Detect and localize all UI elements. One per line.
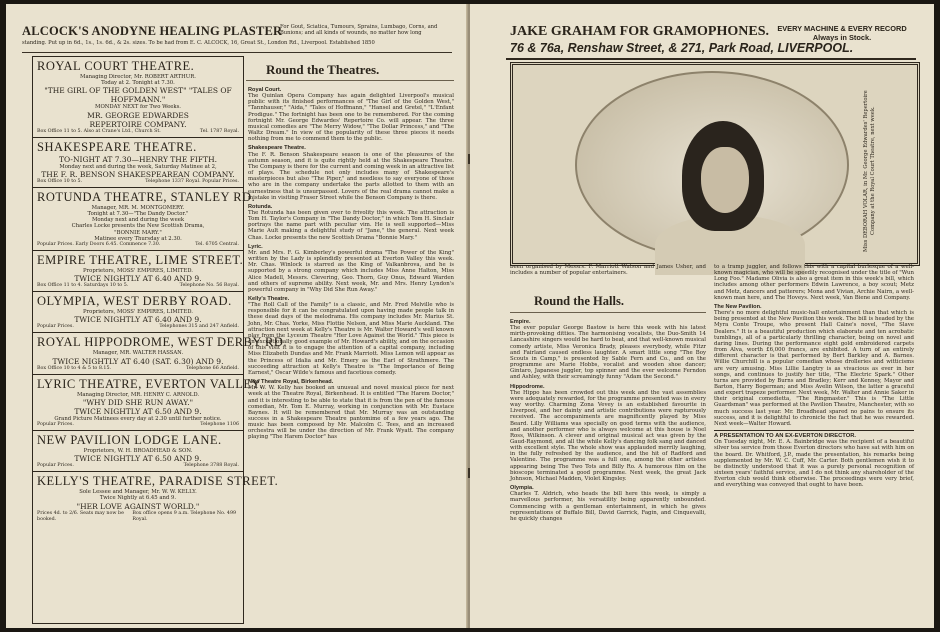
halls-col-a-top: been organised by Messrs. F. Marriott Watson and James Usher, and includes a number of popular entertainers. bbox=[510, 264, 706, 277]
theatre-ad-footer bbox=[37, 324, 239, 330]
title-rule bbox=[246, 80, 454, 81]
theatre-ad-footer bbox=[37, 366, 239, 372]
theatre-ad bbox=[33, 292, 243, 333]
theatre-ad-line: TWICE NIGHTLY AT 6.50 AND 9. bbox=[74, 406, 202, 416]
alcock-ad-side-text: For Gout, Sciatica, Tumours, Sprains, Lumbago, Corns, and Bunions; and all kinds of wounds, no matter how long bbox=[280, 24, 438, 36]
theatre-ad-footer bbox=[37, 242, 239, 248]
section-heading: New Theatre Royal, Birkenhead. bbox=[248, 379, 334, 386]
theatre-ad-name: ROYAL COURT THEATRE. bbox=[37, 59, 195, 73]
portrait-photo bbox=[575, 71, 849, 259]
section-text: Mr. and Mrs. F. G. Kimberley's powerful drama "The Power of the King" written by the Lady is splendidly presented at Everton Valley this week. Mr. Chas. Winlock is starred as the King of Valkanbrova, and he is supported by a strong company which includes Miss Anne Halton, Miss Alice Madell, Messrs. Clevering, Geo. Thorn, Guy Onus, Edward Warden and others of supreme ability. Next week, Mr. and Mrs. Henry Lyndon's powerful company in "Why Did She Run Away." bbox=[248, 249, 454, 293]
theatre-ad-footer-right: Telephones 315 and 247 Anfield. bbox=[159, 324, 239, 330]
theatre-ad-name: ROTUNDA THEATRE, STANLEY RD. bbox=[37, 189, 256, 204]
right-page bbox=[470, 4, 934, 628]
presentation-text: On Tuesday night, Mr. E. A. Bainbridge was the recipient of a beautiful silver tea service from those Everton directors who have sat with him on the board. Dr. Whitford, J.P., made the presentation, his remarks being supplemented by Mr. W. C. Cuff, Mr. Carter. Both gentlemen wish it to be distinctly understood that it was a purely personal recognition of sixteen years' faithful service, and I do not think any shareholder of the Everton club would think otherwise. The proceedings were very brief, and everything was conveyed that ought to have been. bbox=[714, 439, 914, 489]
theatre-ad-line: Manager, MR. WALTER HASSAN. bbox=[92, 350, 184, 357]
theatre-ad-footer bbox=[37, 283, 239, 289]
theatre-ad bbox=[33, 57, 243, 138]
section-heading: Empire. bbox=[510, 319, 531, 325]
alcock-ad-band bbox=[22, 24, 452, 53]
halls-title-rule bbox=[510, 312, 706, 313]
section-text: The Quinlan Opera Company has again delighted Liverpool's musical public with its finished performances of "The Girl of the Golden West," "Tannhauser," "Aida," "Tales of Hoffmann," "Hansel and Gretel," "L'Enfant Prodigue." The fortnight has been one to be remembered. For the coming fortnight Mr. George Edwardes' Repertoire Co. will appear. The three musical comedies are "The Merry Widow," "The Dollar Princess," and "The Waltz Dream." In view of the popularity of these three pieces it needs nothing from me to commend them to the public. bbox=[248, 93, 454, 143]
gramophone-ad-address: 76 & 76a, Renshaw Street, & 271, Park Road, LIVERPOOL. bbox=[510, 41, 854, 55]
theatre-ad-line: "WHY DID SHE RUN AWAY." bbox=[82, 397, 194, 407]
section-text: The Hippo has been crowded out this week and the vast assemblies were adequately rewarded, for the programme presented was in every way worthy. Charming Zona Vevey is an established favourite in Liverpool, and her dainty and artistic contributions were rapturously received. The accompaniments are magnificently played by Miss Beard. Lilly Williams was specially on good terms with the audience, and another performer who is always welcome at this house is Noel Ross, Wilkinson. A clever and original musical act was given by the Gaud-Raymond, and all the while Kelly's dancing folk sang and danced with excellent style. The whole show was applauded merrily laughing, in the fully refreshed by the audience, and the hit of Radford and Valentine. The programme was a full one, among the other artistes appearing being The Two Tots and Billy Ro. A humorous film on the bioscope terminated a good programme. Next week, the great Jack Johnson, Michael Madden, Violet Kingsley. bbox=[510, 389, 706, 482]
theatre-ad bbox=[33, 431, 243, 472]
theatre-ad-line: Grand Picture Matinees every day at 2.30 until further notice. bbox=[54, 415, 222, 422]
theatre-ad-footer-right: Telephone 1337 Royal. Popular Prices. bbox=[145, 178, 239, 184]
theatre-ad-footer bbox=[37, 511, 239, 523]
theatre-ad-footer bbox=[37, 129, 239, 135]
theatre-ad-footer-right: Telephone 1106 bbox=[200, 422, 239, 428]
theatre-ad-line: TWICE NIGHTLY AT 6.40 (SAT. 6.30) AND 9. bbox=[52, 356, 224, 366]
left-page bbox=[6, 4, 469, 628]
theatre-ad bbox=[33, 333, 288, 374]
theatre-ad bbox=[33, 375, 264, 431]
section-heading: Olympia. bbox=[510, 485, 534, 492]
portrait-frame bbox=[510, 62, 920, 266]
section-heading: Kelly's Theatre. bbox=[248, 296, 290, 302]
theatre-ad-line: Monday next and during the week, Saturday Matinee at 2, bbox=[59, 163, 217, 170]
theatre-ad-line: MR. GEORGE EDWARDES bbox=[87, 110, 189, 120]
theatre-ad-line: Manager, MR. M. MONTGOMERY. bbox=[91, 204, 185, 211]
theatre-ad-line: TWICE NIGHTLY AT 6.50 AND 9. bbox=[74, 454, 202, 464]
halls-column-b bbox=[714, 264, 914, 624]
theatre-ad-footer-right: Telephone 66 Anfield. bbox=[186, 365, 239, 371]
theatre-ad-footer bbox=[37, 422, 239, 428]
theatre-ad-name: KELLY'S THEATRE, PARADISE STREET. bbox=[37, 474, 279, 489]
theatre-ad-name: EMPIRE THEATRE, LIME STREET. bbox=[37, 253, 244, 268]
theatre-ad-footer-left: Box Office 11 to 5. Also at Crane's Ltd., Church St. bbox=[37, 128, 161, 134]
theatre-ad-line: Managing Director, Mr. ROBERT ARTHUR. bbox=[80, 74, 196, 80]
theatre-ad-line: MONDAY NEXT for Two Weeks. bbox=[95, 104, 181, 111]
gramophone-ad-tagline: EVERY MACHINE & EVERY RECORD Always in Stock. bbox=[777, 24, 907, 42]
theatre-ads-column bbox=[32, 56, 288, 624]
theatre-ad-line: Monday next and during the week bbox=[91, 217, 185, 224]
alcock-ad-title: ALCOCK'S ANODYNE HEALING PLASTER bbox=[22, 24, 283, 38]
theatre-ad-footer-left: Popular Prices. bbox=[37, 463, 74, 469]
section-text: "The Roll Call of the Family" is a classic, and Mr. Fred Melville who is responsible for it can be congratulated upon having made people talk in these dead days of the melodrama. His company includes Mr. Marius St. John, Mr. Chas. Yorke, Miss Flottie Nelson, and Miss Marie Auckland. The attraction next week at Kelly's Theatre is Mr. Walter Howard's well known play from the Lyceum Theatre "Her Love Against the World." This piece is an exceptionally good example of Mr. Howard's ability, and on the occasion of this visit it is to engage the attention of a capital company, including Miss Elizabeth Dundas and Mr. Frank Marriott. Miss Lemon will appear as the Princess of Idalia and Mr. Emery as the Earl of Strathmere. The succeeding attraction at Kelly's Theatre is "The Importance of Being Earnest," Oscar Wilde's famous and facetious comedy. bbox=[248, 302, 454, 376]
theatre-ad-line: TWICE NIGHTLY AT 6.40 AND 9. bbox=[74, 274, 202, 284]
section-heading: Shakespeare Theatre. bbox=[248, 145, 306, 152]
theatre-ad-footer-right: Telephone 3788 Royal. bbox=[183, 463, 239, 469]
theatre-ad-name: NEW PAVILION LODGE LANE. bbox=[37, 433, 222, 448]
theatre-ad-footer-left: Prices 4d. to 2/6. Seats may now be booked. bbox=[37, 510, 124, 522]
section-heading: Lyric. bbox=[248, 243, 263, 250]
halls-column-a bbox=[510, 316, 706, 624]
theatre-ad-footer-left: Popular Prices. bbox=[37, 422, 74, 428]
theatre-ad-footer-left: Popular Prices. Early Doors 6.45. Commence 7.30. bbox=[37, 242, 161, 248]
theatre-ad-footer-left: Box Office 10 to 4 & 5 to 8.15. bbox=[37, 365, 112, 371]
section-text: The F. R. Benson Shakespeare season is one of the pleasures of the autumn season, and it is quite rightly held at the Shakespeare Theatre. The Company is there for the current and coming week in an attractive list of plays. The schedule not only includes many of Shakespeare's masterpieces but also "The Piper," and needless to say everyone of those who are in the company undertake the parts allotted to them with an earnestness that is unsurpassed. Lovers of the real drama cannot make a mistake in visiting Fraser Street while the Benson Company is there. bbox=[248, 151, 454, 201]
section-text: The Rotunda has been given over to frivolity this week. The attraction is Tom H. Taylor's Company in "The Dandy Doctor," in which Tom H. Sinclair portrays the name part with peculiar vim. He is well supported—Miss Marie Ault making a delightful study of "Jane," the general. Next week Chas. Locke presents the new Scottish Drama "Bonnie Mary." bbox=[248, 209, 454, 241]
theatre-ad-name: SHAKESPEARE THEATRE. bbox=[37, 139, 197, 154]
section-text: There's no more delightful music-hall entertainment than that which is being presented at the New Pavilion this week. The bill is headed by the Myra Conte Troupe, who present Hall Caine's novel, "The Slave Dealers." It is a beautiful production which elaborate and ten acrobatic tumblings, all of a particularly thrilling character, being on novel and daring lines. During the performance eight gold embroidered carpets from Alva, worth £6,000 francs, are exhibited. A turn of an entirely different character is that performed by Bert Barkley and A. Barnes. Willie Churchill is a popular comedian whose drolleries and witticisms are very amusing. Miss Lillie Langtry is as vivacious as ever in her songs, and continues to justify her title, "The Electric Spark." Other turns are provided by Burns and Bradley; Kerr and Kenney, Mayor and Barton, Harry Bogerman; and Miss Avelin Wilson, the latter a graceful and expert trapeze performer. Next week, Mr. Walter and Annie Saker in their original comedietta, "The Ringmaster." This is "The Little Guardsman" was performed at the Pavilion Theatre, Manchester, with so much success last year. Mr. Broadhead spared no pains to ensure its success, and it is delightful to chronicle the fact that he was rewarded. Next week—Walter Howard. bbox=[714, 310, 914, 427]
theatre-ad bbox=[33, 251, 243, 292]
theatre-ad-line: TWICE NIGHTLY AT 6.40 AND 9. bbox=[74, 315, 202, 325]
presentation-heading: A PRESENTATION TO AN EX-EVERTON DIRECTOR. bbox=[714, 430, 914, 439]
theatre-ad bbox=[33, 472, 279, 524]
theatre-ad-line: Proprietors, MOSS' EMPIRES, LIMITED. bbox=[83, 309, 193, 316]
theatres-article-column bbox=[248, 84, 454, 624]
theatre-ad-footer bbox=[37, 179, 239, 185]
theatre-ad-line: Matinee every Thursday at 2.30. bbox=[94, 235, 182, 242]
section-heading: Rotunda. bbox=[248, 203, 273, 210]
theatre-ad-line: Sole Lessee and Manager, Mr. W. W. KELLY. bbox=[79, 489, 197, 496]
theatre-ad-line: Managing Director, MR. HENRY C. ARNOLD. bbox=[76, 391, 200, 398]
gramophone-ad-title: JAKE GRAHAM FOR GRAMOPHONES. bbox=[510, 24, 769, 39]
theatre-ad-line: REPERTOIRE COMPANY. bbox=[89, 119, 187, 129]
theatre-ad-line: Proprietors, W. H. BROADHEAD & SON. bbox=[83, 448, 193, 455]
theatre-ad-footer-right: Tel. 6705 Central. bbox=[195, 242, 239, 248]
portrait-caption: Miss DEBORAH VOLAR, in Mr. George Edwardes' Repertoire Company at the Royal Court Theatre, next week. bbox=[863, 90, 876, 252]
theatre-ad-name: OLYMPIA, WEST DERBY ROAD. bbox=[37, 294, 232, 309]
theatre-ad-footer-left: Box Office 10 to 5. bbox=[37, 178, 83, 184]
theatre-ad-line: Twice Nightly at 6.45 and 9. bbox=[99, 495, 177, 502]
portrait-face bbox=[701, 147, 749, 213]
theatre-ad-name: LYRIC THEATRE, EVERTON VALLEY. bbox=[37, 376, 264, 391]
theatres-article-title: Round the Theatres. bbox=[266, 62, 380, 77]
theatre-ad-line: THE F. R. BENSON SHAKESPEAREAN COMPANY. bbox=[41, 169, 235, 179]
theatre-ad-footer-right: Tel. 1787 Royal. bbox=[199, 128, 239, 134]
gramophone-ad-header bbox=[506, 24, 916, 60]
section-heading: Hippodrome. bbox=[510, 383, 545, 390]
theatre-ad-footer bbox=[37, 463, 239, 469]
magazine-spread bbox=[6, 4, 934, 628]
theatre-ad-line: Proprietors, MOSS' EMPIRES, LIMITED. bbox=[83, 268, 193, 275]
theatre-ad-footer-left: Box Office 11 to 4. Saturdays 10 to 5. bbox=[37, 283, 129, 289]
theatre-ad-name: ROYAL HIPPODROME, WEST DERBY RD. bbox=[37, 335, 288, 350]
theatre-ad-line: TO-NIGHT AT 7.30—HENRY THE FIFTH. bbox=[58, 154, 218, 164]
theatre-ad-footer-right: Telephone No. 56 Royal. bbox=[179, 283, 239, 289]
theatre-ad bbox=[33, 138, 243, 188]
halls-col-b-top: to a tramp juggler, and follows this with a capital burlesque of a well-known magician, who will be speedily recognised under the title of "Wun Long Foo." Madame Olivia is also a great item in this week's bill, which includes among other performers Edwin Lawrence, a boy scout; Metz and Metz, dancers and patterers; Mona and Vivian, Archie Nairn, a well-known man here, and The Hoveys. Next week, Van Biene and Company. bbox=[714, 264, 914, 301]
alcock-ad-line: standing. Put up in 6d., 1s., 1s. 6d., & 2s. sizes. To be had from E. C. ALCOCK, 16, Great St., London Rd., Liverpool. Established 1850 bbox=[22, 40, 375, 46]
theatre-ad-line: Charles Locke presents the New Scottish Drama, bbox=[71, 223, 205, 230]
theatre-ad-line: Tonight at 7.30—"The Dandy Doctor." bbox=[87, 211, 189, 218]
theatre-ad-line: "BONNIE MARY." bbox=[114, 229, 162, 236]
section-text: Charles T. Aldrich, who heads the bill here this week, is simply a marvellous performer, his versatility being apparently unbounded. Commencing with a gentleman entertainment, in which he gives representations of Buffalo Bill, David Garrick, Fagin, and Cinquevalli, he quickly changes bbox=[510, 491, 706, 522]
halls-article-title: Round the Halls. bbox=[534, 294, 624, 308]
section-text: Mr. W. W. Kelly has booked an unusual and novel musical piece for next week at the Theatre Royal, Birkenhead. It is entitled "The Harem Doctor," and it is interesting to be able to state that it is from the pen of the famous comedian, Mr. Tom E. Murray, working in conjunction with Mr. Eustace Baynes. It will be remembered that Mr. Murray was an outstanding success in a Shakespeare Theatre pantomime of a few years ago. The music has been composed by Mr. Malcolm C. Tees, and an increased orchestra will be under the direction of Mr. Frank Wyatt. The company playing "The Harem Doctor" has bbox=[248, 385, 454, 441]
section-heading: The New Pavilion. bbox=[714, 303, 762, 310]
theatre-ad-line: Today at 2. Tonight at 7.30. bbox=[101, 80, 175, 87]
theatre-ad-line: "HER LOVE AGAINST WORLD." bbox=[76, 501, 200, 511]
theatre-ad-line: "THE GIRL OF THE GOLDEN WEST" "TALES OF HOFFMANN." bbox=[44, 86, 232, 105]
section-heading: Royal Court. bbox=[248, 87, 282, 93]
theatre-ad-footer-left: Popular Prices. bbox=[37, 324, 74, 330]
section-text: The ever popular George Bastow is here this week with his latest mirth-provoking ditties. The harmonising vocalists, the Duo-Smith 14 Lancashire singers would be hard to beat, and that well-known musical comedy artiste, Miss Veronica Brady, pleases everybody, while Fitzr and Fairland caused endless laughter. A smart little song "The Boy Scouts in Camp," is presented by Sable Fern and Co., and on the programme are Marie Hobbs, vocalist and wooden shoe dancer; Gintaro, Japanese juggler, top spinner and the ever welcome Ferndon and Ashley, with their screamingly funny "Adam the Second." bbox=[510, 325, 706, 381]
theatre-ad-footer-right: Box office opens 9 a.m. Telephone No. 499 Royal. bbox=[132, 510, 237, 522]
